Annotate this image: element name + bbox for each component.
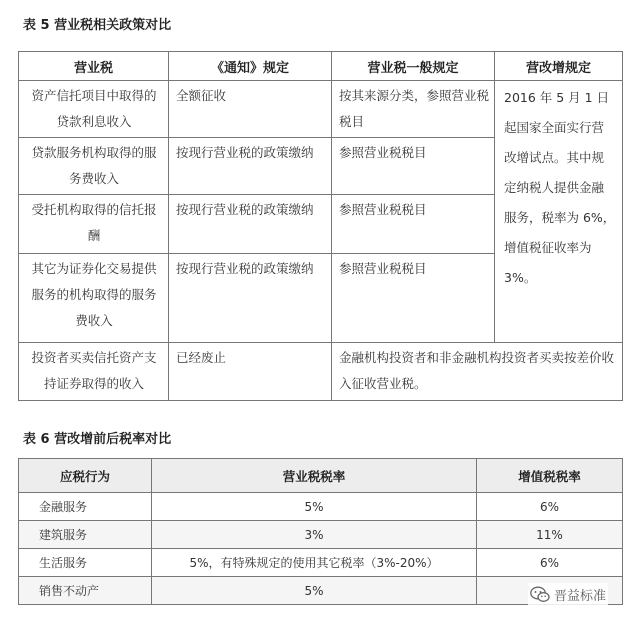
table-cell: 6% bbox=[477, 493, 623, 521]
table-cell: 按现行营业税的政策缴纳 bbox=[169, 195, 332, 254]
wechat-icon bbox=[530, 586, 550, 603]
table-cell: 其它为证券化交易提供服务的机构取得的服务费收入 bbox=[19, 254, 169, 343]
column-header: 营业税税率 bbox=[152, 459, 477, 493]
table-cell: 参照营业税税目 bbox=[332, 254, 495, 343]
policy-comparison-table bbox=[18, 51, 623, 401]
table-row bbox=[19, 81, 623, 138]
table-cell: 销售不动产 bbox=[19, 577, 152, 605]
watermark-label: 晋益标准 bbox=[554, 588, 607, 604]
column-header: 应税行为 bbox=[19, 459, 152, 493]
table-cell: 11% bbox=[477, 521, 623, 549]
table-cell: 金融机构投资者和非金融机构投资者买卖按差价收入征收营业税。 bbox=[332, 343, 623, 401]
column-header: 营业税一般规定 bbox=[332, 52, 495, 81]
table-cell: 全额征收 bbox=[169, 81, 332, 138]
table-row bbox=[19, 343, 623, 401]
table-cell: 参照营业税税目 bbox=[332, 138, 495, 195]
column-header: 营改增规定 bbox=[495, 52, 623, 81]
table-cell: 投资者买卖信托资产支持证券取得的收入 bbox=[19, 343, 169, 401]
table-header-row bbox=[19, 52, 623, 81]
vat-rule-cell: 2016 年 5 月 1 日起国家全面实行营改增试点。其中规定纳税人提供金融服务，税率为 6%，增值税征收率为 3%。 bbox=[495, 81, 623, 343]
table-cell: 生活服务 bbox=[19, 549, 152, 577]
table-cell: 资产信托项目中取得的贷款利息收入 bbox=[19, 81, 169, 138]
table-cell: 金融服务 bbox=[19, 493, 152, 521]
column-header: 营业税 bbox=[19, 52, 169, 81]
table-cell: 受托机构取得的信托报酬 bbox=[19, 195, 169, 254]
table5-title: 表 5 营业税相关政策对比 bbox=[23, 18, 172, 33]
table-cell: 建筑服务 bbox=[19, 521, 152, 549]
table-cell: 5% bbox=[152, 493, 477, 521]
table-row bbox=[19, 521, 623, 549]
table-row bbox=[19, 549, 623, 577]
table-cell: 5% bbox=[152, 577, 477, 605]
table-row bbox=[19, 493, 623, 521]
watermark bbox=[528, 583, 608, 605]
table-cell: 3% bbox=[152, 521, 477, 549]
table-cell: 6% bbox=[477, 549, 623, 577]
table-cell: 5%，有特殊规定的使用其它税率（3%-20%） bbox=[152, 549, 477, 577]
table6-title: 表 6 营改增前后税率对比 bbox=[23, 432, 172, 447]
table-cell: 按其来源分类，参照营业税税目 bbox=[332, 81, 495, 138]
column-header: 增值税税率 bbox=[477, 459, 623, 493]
table-header-row bbox=[19, 459, 623, 493]
column-header: 《通知》规定 bbox=[169, 52, 332, 81]
table-cell: 参照营业税税目 bbox=[332, 195, 495, 254]
table-cell: 按现行营业税的政策缴纳 bbox=[169, 254, 332, 343]
table-cell: 已经废止 bbox=[169, 343, 332, 401]
table-cell: 按现行营业税的政策缴纳 bbox=[169, 138, 332, 195]
table-cell: 贷款服务机构取得的服务费收入 bbox=[19, 138, 169, 195]
